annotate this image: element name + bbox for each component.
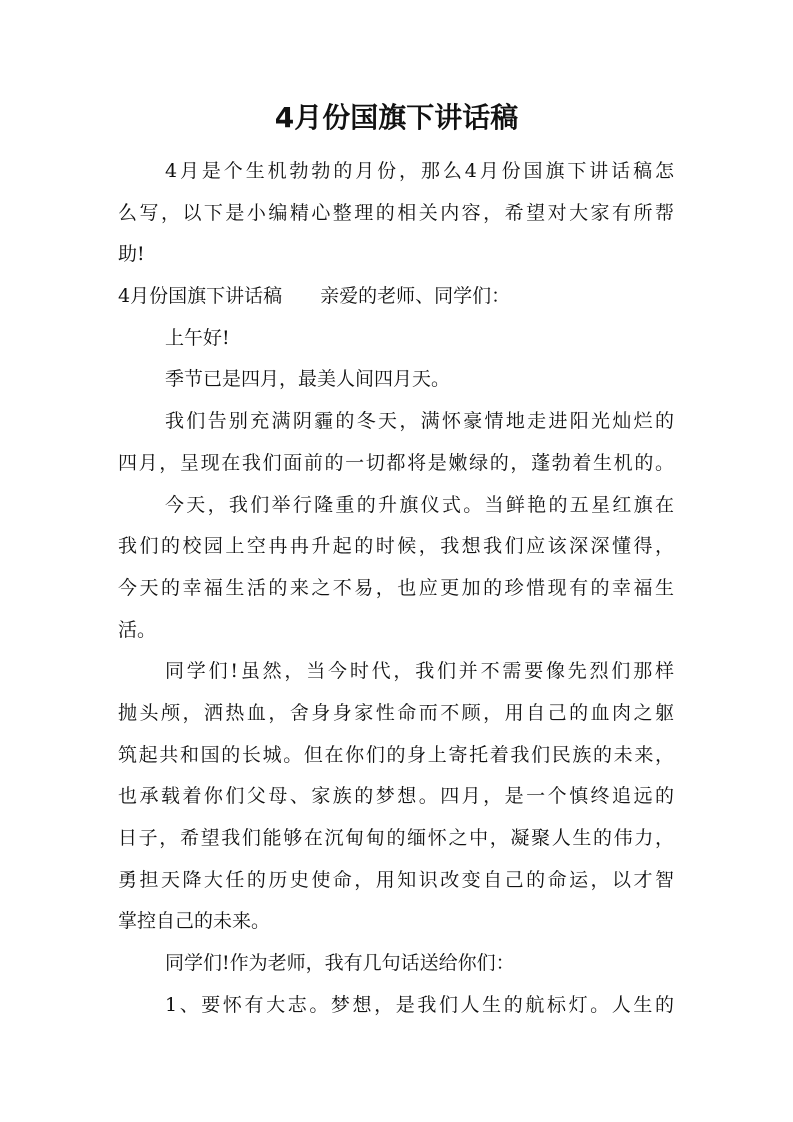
text-line: 1、要怀有大志。梦想，是我们人生的航标灯。人生的 [165,993,674,1016]
text-line: 我们的校园上空冉冉升起的时候，我想我们应该深深懂得， [118,535,674,558]
text-line: 活。 [118,618,157,641]
text-line: 4月是个生机勃勃的月份，那么4月份国旗下讲话稿怎 [165,160,674,182]
text-line: 也承载着你们父母、家族的梦想。四月，是一个慎终追远的 [118,785,674,808]
text-line: 四月，呈现在我们面前的一切都将是嫩绿的，蓬勃着生机的。 [118,451,674,474]
text-line: 上午好! [165,326,230,349]
text-line: 助! [118,243,145,266]
text-line: 同学们!虽然，当今时代，我们并不需要像先烈们那样 [165,660,674,683]
text-line: 日子，希望我们能够在沉甸甸的缅怀之中，凝聚人生的伟力， [118,827,674,849]
text-line: 勇担天降大任的历史使命，用知识改变自己的命运，以才智 [118,868,674,891]
text-line: 4月份国旗下讲话稿 亲爱的老师、同学们： [118,285,511,308]
document-title: 4月份国旗下讲话稿 [274,101,519,134]
text-line: 我们告别充满阴霾的冬天，满怀豪情地走进阳光灿烂的 [165,410,674,433]
text-line: 季节已是四月，最美人间四月天。 [165,368,451,391]
text-line: 掌控自己的未来。 [118,910,271,933]
text-line: 今天的幸福生活的来之不易，也应更加的珍惜现有的幸福生 [118,576,674,599]
text-line: 抛头颅，洒热血，舍身身家性命而不顾，用自己的血肉之躯 [118,701,674,724]
text-line: 今天，我们举行隆重的升旗仪式。当鲜艳的五星红旗在 [165,493,674,516]
text-line: 筑起共和国的长城。但在你们的身上寄托着我们民族的未来， [118,743,674,766]
text-line: 么写，以下是小编精心整理的相关内容，希望对大家有所帮 [118,201,674,224]
text-line: 同学们!作为老师，我有几句话送给你们： [165,952,515,975]
document-body [118,151,674,1026]
